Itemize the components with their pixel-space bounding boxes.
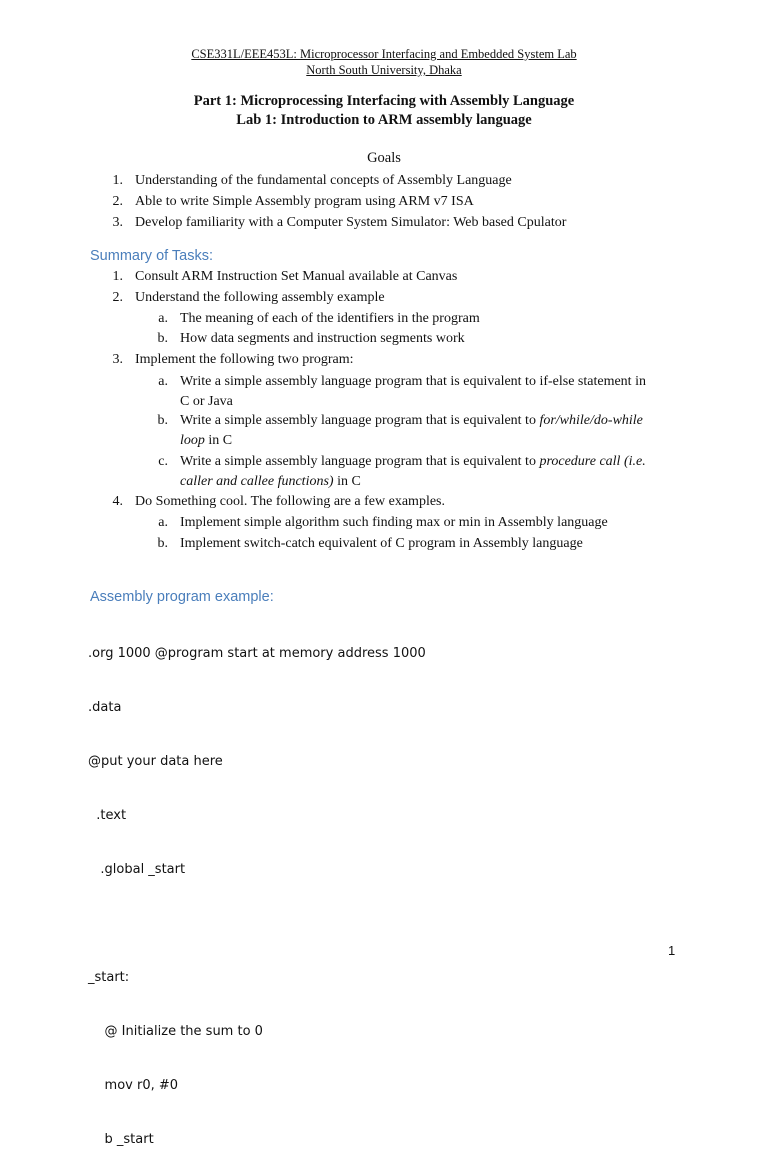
code-line: .global _start	[88, 862, 186, 877]
code-line: _start:	[88, 970, 130, 985]
subtask-text: Implement simple algorithm such finding max or min in Assembly language	[180, 515, 608, 530]
goal-item	[0, 192, 768, 212]
subtask-item	[0, 372, 768, 412]
task-number: 2.	[112, 290, 123, 305]
subtask-text-italic: for/while/do-while	[539, 413, 643, 428]
task-item	[0, 267, 768, 287]
code-line: .data	[88, 700, 122, 715]
subtask-text-plain: in C	[333, 474, 361, 489]
subtask-text-line2	[180, 431, 232, 451]
goal-text: Understanding of the fundamental concepts of Assembly Language	[135, 173, 512, 188]
task-text: Do Something cool. The following are a few examples.	[135, 494, 445, 509]
subtask-letter: a.	[158, 515, 168, 530]
subtask-item	[0, 309, 768, 329]
example-heading: Assembly program example:	[90, 589, 274, 605]
subtask-text-line1: Write a simple assembly language program that is equivalent to if-else statement in	[180, 374, 646, 389]
task-number: 3.	[112, 352, 123, 367]
code-line	[88, 915, 426, 933]
page-number: 1	[668, 943, 676, 958]
subtask-text: The meaning of each of the identifiers in the program	[180, 311, 480, 326]
code-line: .org 1000 @program start at memory address 1000	[88, 646, 426, 661]
summary-heading: Summary of Tasks:	[90, 248, 214, 264]
code-line: @put your data here	[88, 754, 223, 769]
subtask-letter: a.	[158, 374, 168, 389]
task-text: Understand the following assembly example	[135, 290, 385, 305]
course-header: CSE331L/EEE453L: Microprocessor Interfacing and Embedded System Lab	[191, 47, 577, 61]
subtask-text: How data segments and instruction segments work	[180, 331, 465, 346]
subtask-text-line2	[180, 472, 361, 492]
goal-number: 1.	[112, 173, 123, 188]
subtask-item	[0, 329, 768, 349]
task-text: Consult ARM Instruction Set Manual available at Canvas	[135, 269, 458, 284]
subtask-item	[0, 411, 768, 451]
part-title: Part 1: Microprocessing Interfacing with Assembly Language	[193, 93, 575, 109]
subtask-letter: c.	[158, 454, 168, 469]
subtask-letter: b.	[157, 536, 168, 551]
subtask-item	[0, 534, 768, 554]
goal-item	[0, 171, 768, 191]
subtask-text: Implement switch-catch equivalent of C program in Assembly language	[180, 536, 583, 551]
subtask-text-italic: procedure call (i.e.	[539, 454, 646, 469]
subtask-text-line1	[180, 452, 646, 472]
subtask-letter: b.	[157, 413, 168, 428]
code-line: .text	[88, 808, 127, 823]
code-line: @ Initialize the sum to 0	[88, 1024, 263, 1039]
subtask-letter: b.	[157, 331, 168, 346]
subtask-text-italic: loop	[180, 433, 205, 448]
task-item	[0, 350, 768, 370]
subtask-text-line2: C or Java	[180, 394, 233, 409]
task-item	[0, 492, 768, 512]
code-block	[88, 609, 426, 1167]
task-number: 4.	[112, 494, 123, 509]
subtask-text-italic: caller and callee functions)	[180, 474, 334, 489]
goal-number: 2.	[112, 194, 123, 209]
subtask-text-line1	[180, 411, 643, 431]
task-text: Implement the following two program:	[135, 352, 354, 367]
goal-text: Able to write Simple Assembly program using ARM v7 ISA	[135, 194, 474, 209]
goal-number: 3.	[112, 215, 123, 230]
code-line: mov r0, #0	[88, 1078, 179, 1093]
lab-title: Lab 1: Introduction to ARM assembly language	[236, 112, 532, 128]
subtask-text-plain: Write a simple assembly language program that is equivalent to	[180, 454, 540, 469]
task-number: 1.	[112, 269, 123, 284]
task-item	[0, 288, 768, 308]
subtask-text-plain: in C	[204, 433, 233, 448]
goal-item	[0, 213, 768, 233]
subtask-letter: a.	[158, 311, 168, 326]
code-line: b _start	[88, 1132, 154, 1147]
goal-text: Develop familiarity with a Computer System Simulator: Web based Cpulator	[135, 215, 567, 230]
subtask-item	[0, 452, 768, 492]
goals-heading: Goals	[367, 150, 401, 166]
university-header: North South University, Dhaka	[306, 63, 462, 77]
subtask-item	[0, 513, 768, 533]
subtask-text-plain: Write a simple assembly language program that is equivalent to	[180, 413, 540, 428]
